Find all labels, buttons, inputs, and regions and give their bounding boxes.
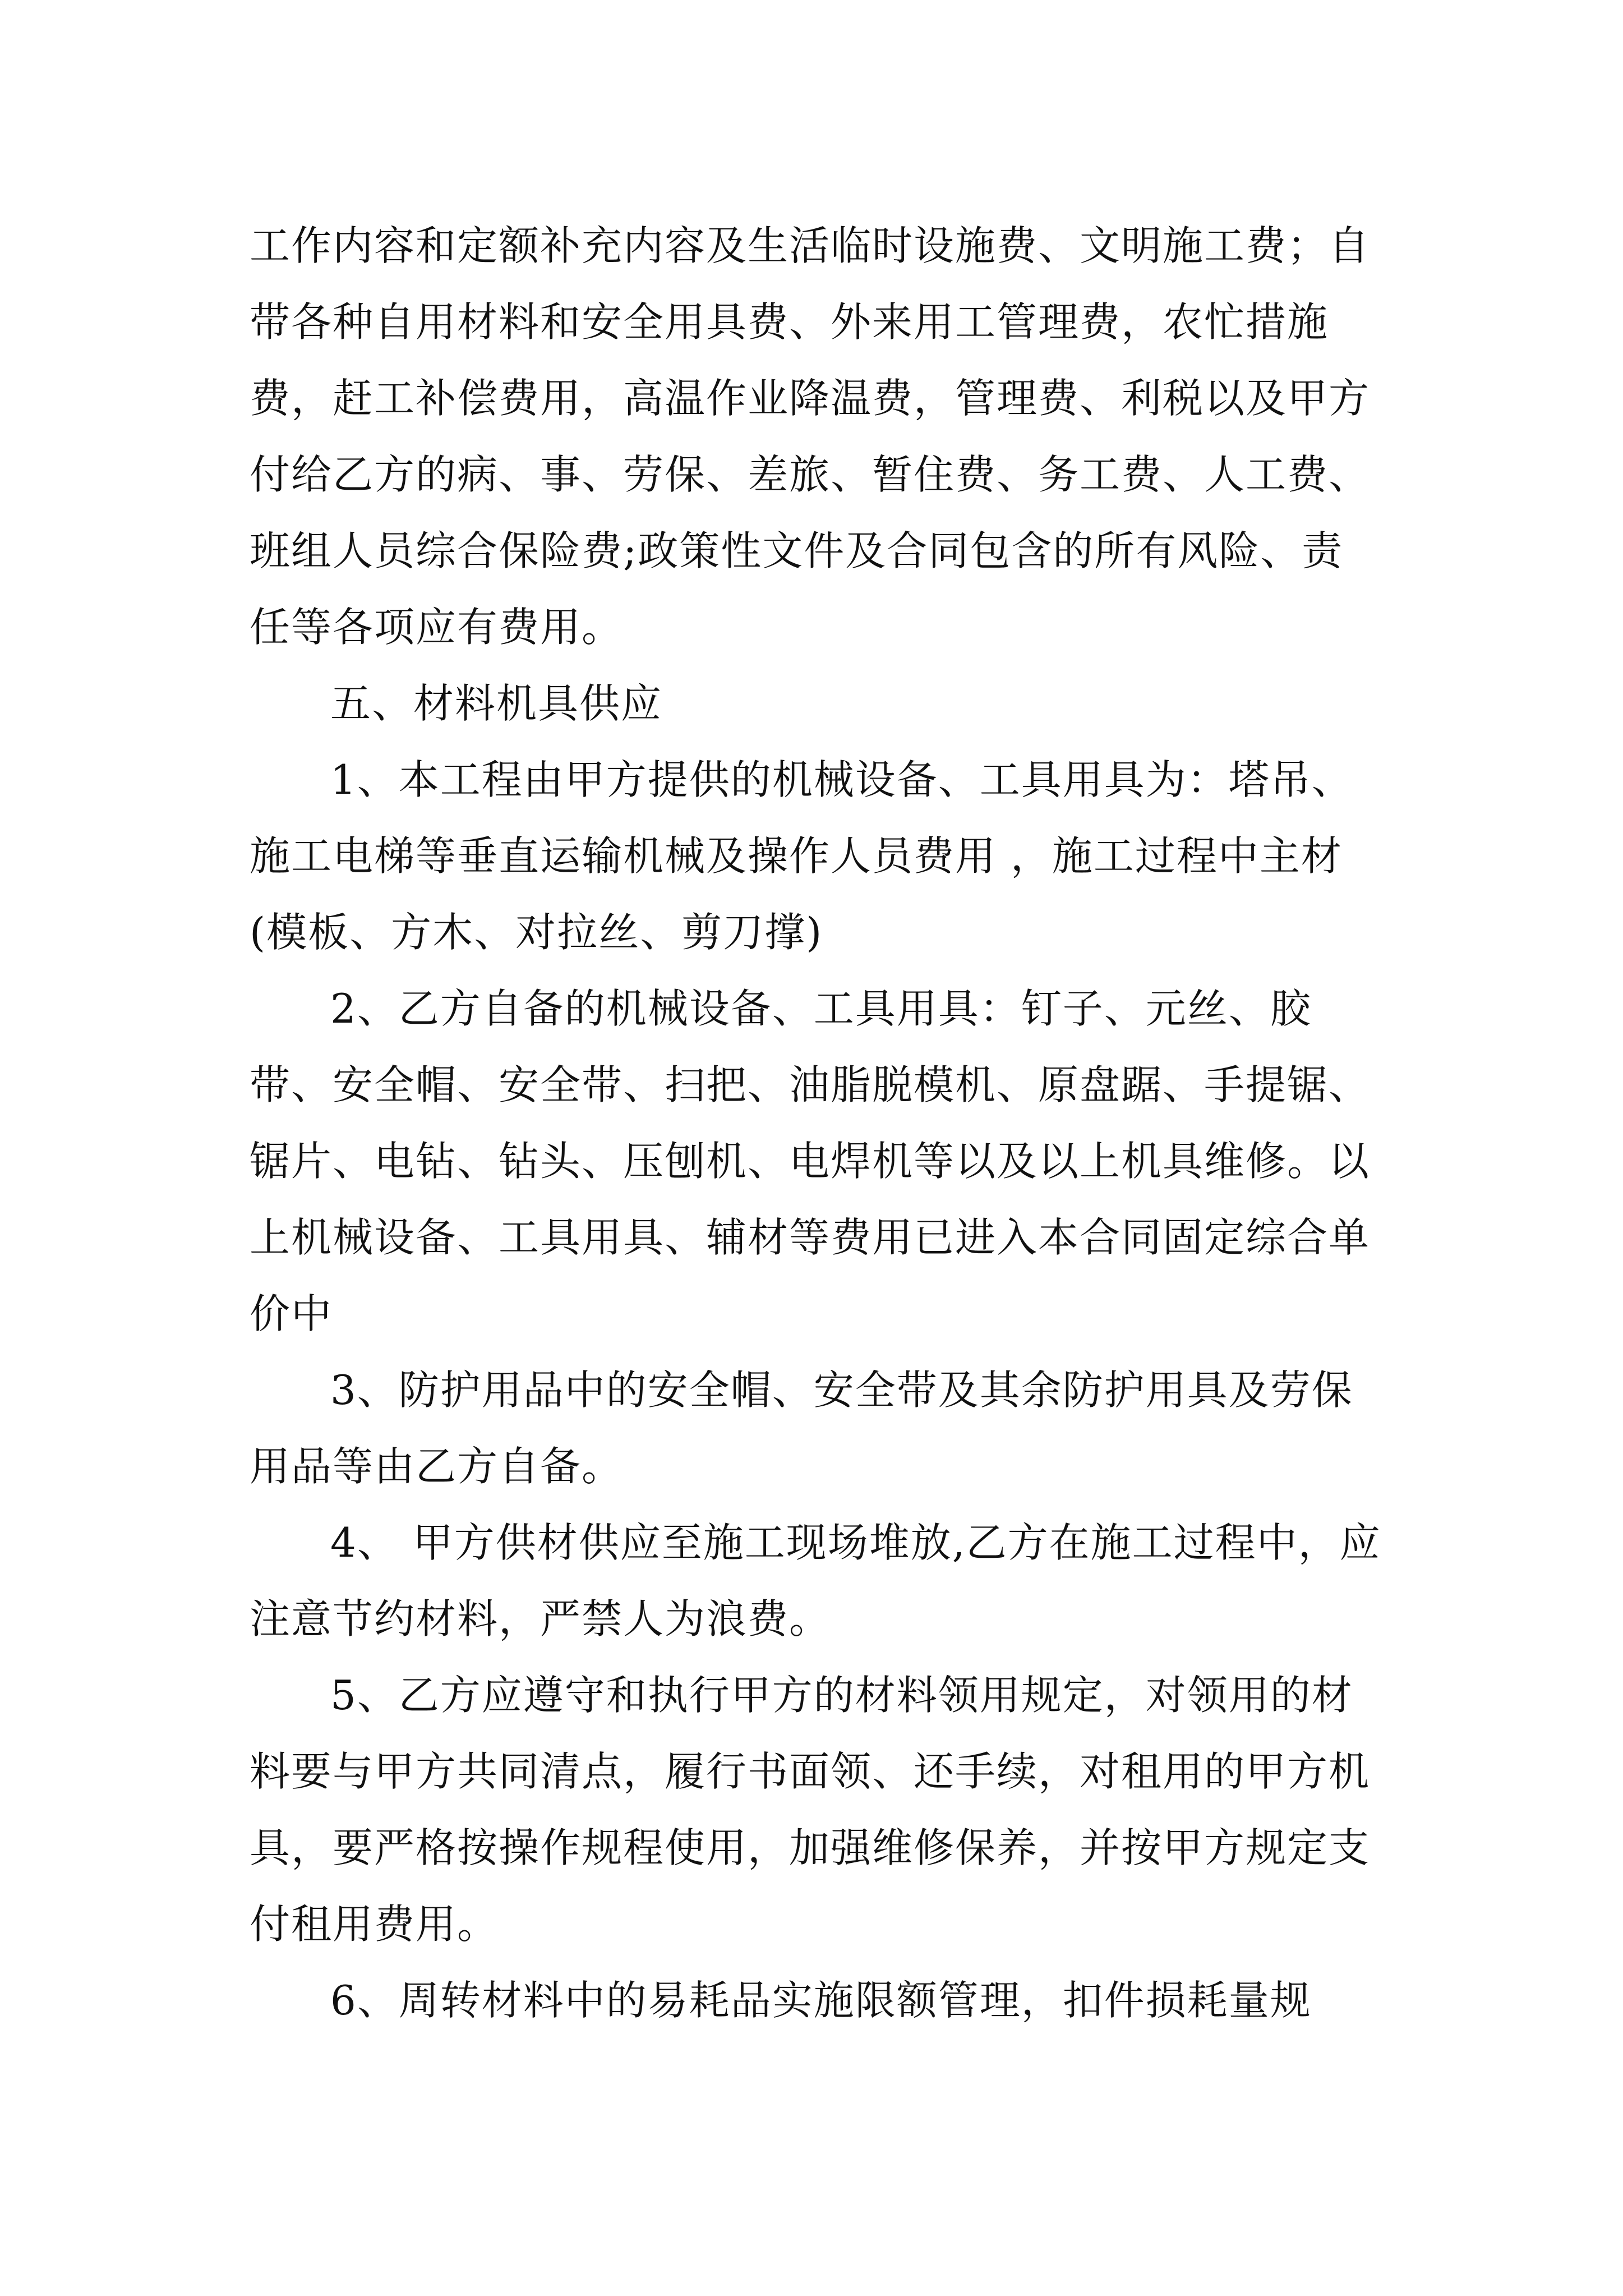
paragraph-item-5: 5、乙方应遵守和执行甲方的材料领用规定，对领用的材料要与甲方共同清点，履行书面领、还手续，对租用的甲方机具，要严格按操作规程使用，加强维修保养，并按甲方规定支付租用费用。 [250,1672,1371,1948]
paragraph-fees: 工作内容和定额补充内容及生活临时设施费、文明施工费；自带各种自用材料和安全用具费、外来用工管理费，农忙措施费，赶工补偿费用，高温作业降温费，管理费、利税以及甲方付给乙方的病、事、劳保、差旅、暂住费、务工费、人工费、班组人员综合保险费;政策性文件及合同包含的所有风险、责任等各项应有费用。 [250,222,1371,651]
document-body [250,208,1382,2039]
paragraph-item-2: 2、乙方自备的机械设备、工具用具：钉子、元丝、胶带、安全帽、安全带、扫把、油脂脱模机、原盘踞、手提锯、锯片、电钻、钻头、压刨机、电焊机等以及以上机具维修。以上机械设备、工具用具、辅材等费用已进入本合同固定综合单价中 [250,985,1371,1337]
paragraph-item-6: 6、周转材料中的易耗品实施限额管理，扣件损耗量规 [330,1977,1312,2024]
section-heading-materials: 五、材料机具供应 [330,680,663,727]
paragraph-item-4: 4、 甲方供材供应至施工现场堆放,乙方在施工过程中，应注意节约材料，严禁人为浪费。 [250,1519,1381,1642]
paragraph-item-3: 3、防护用品中的安全帽、安全带及其余防护用具及劳保用品等由乙方自备。 [250,1366,1353,1490]
paragraph-item-1: 1、本工程由甲方提供的机械设备、工具用具为：塔吊、施工电梯等垂直运输机械及操作人员费用 ，施工过程中主材(模板、方木、对拉丝、剪刀撑) [250,756,1353,956]
